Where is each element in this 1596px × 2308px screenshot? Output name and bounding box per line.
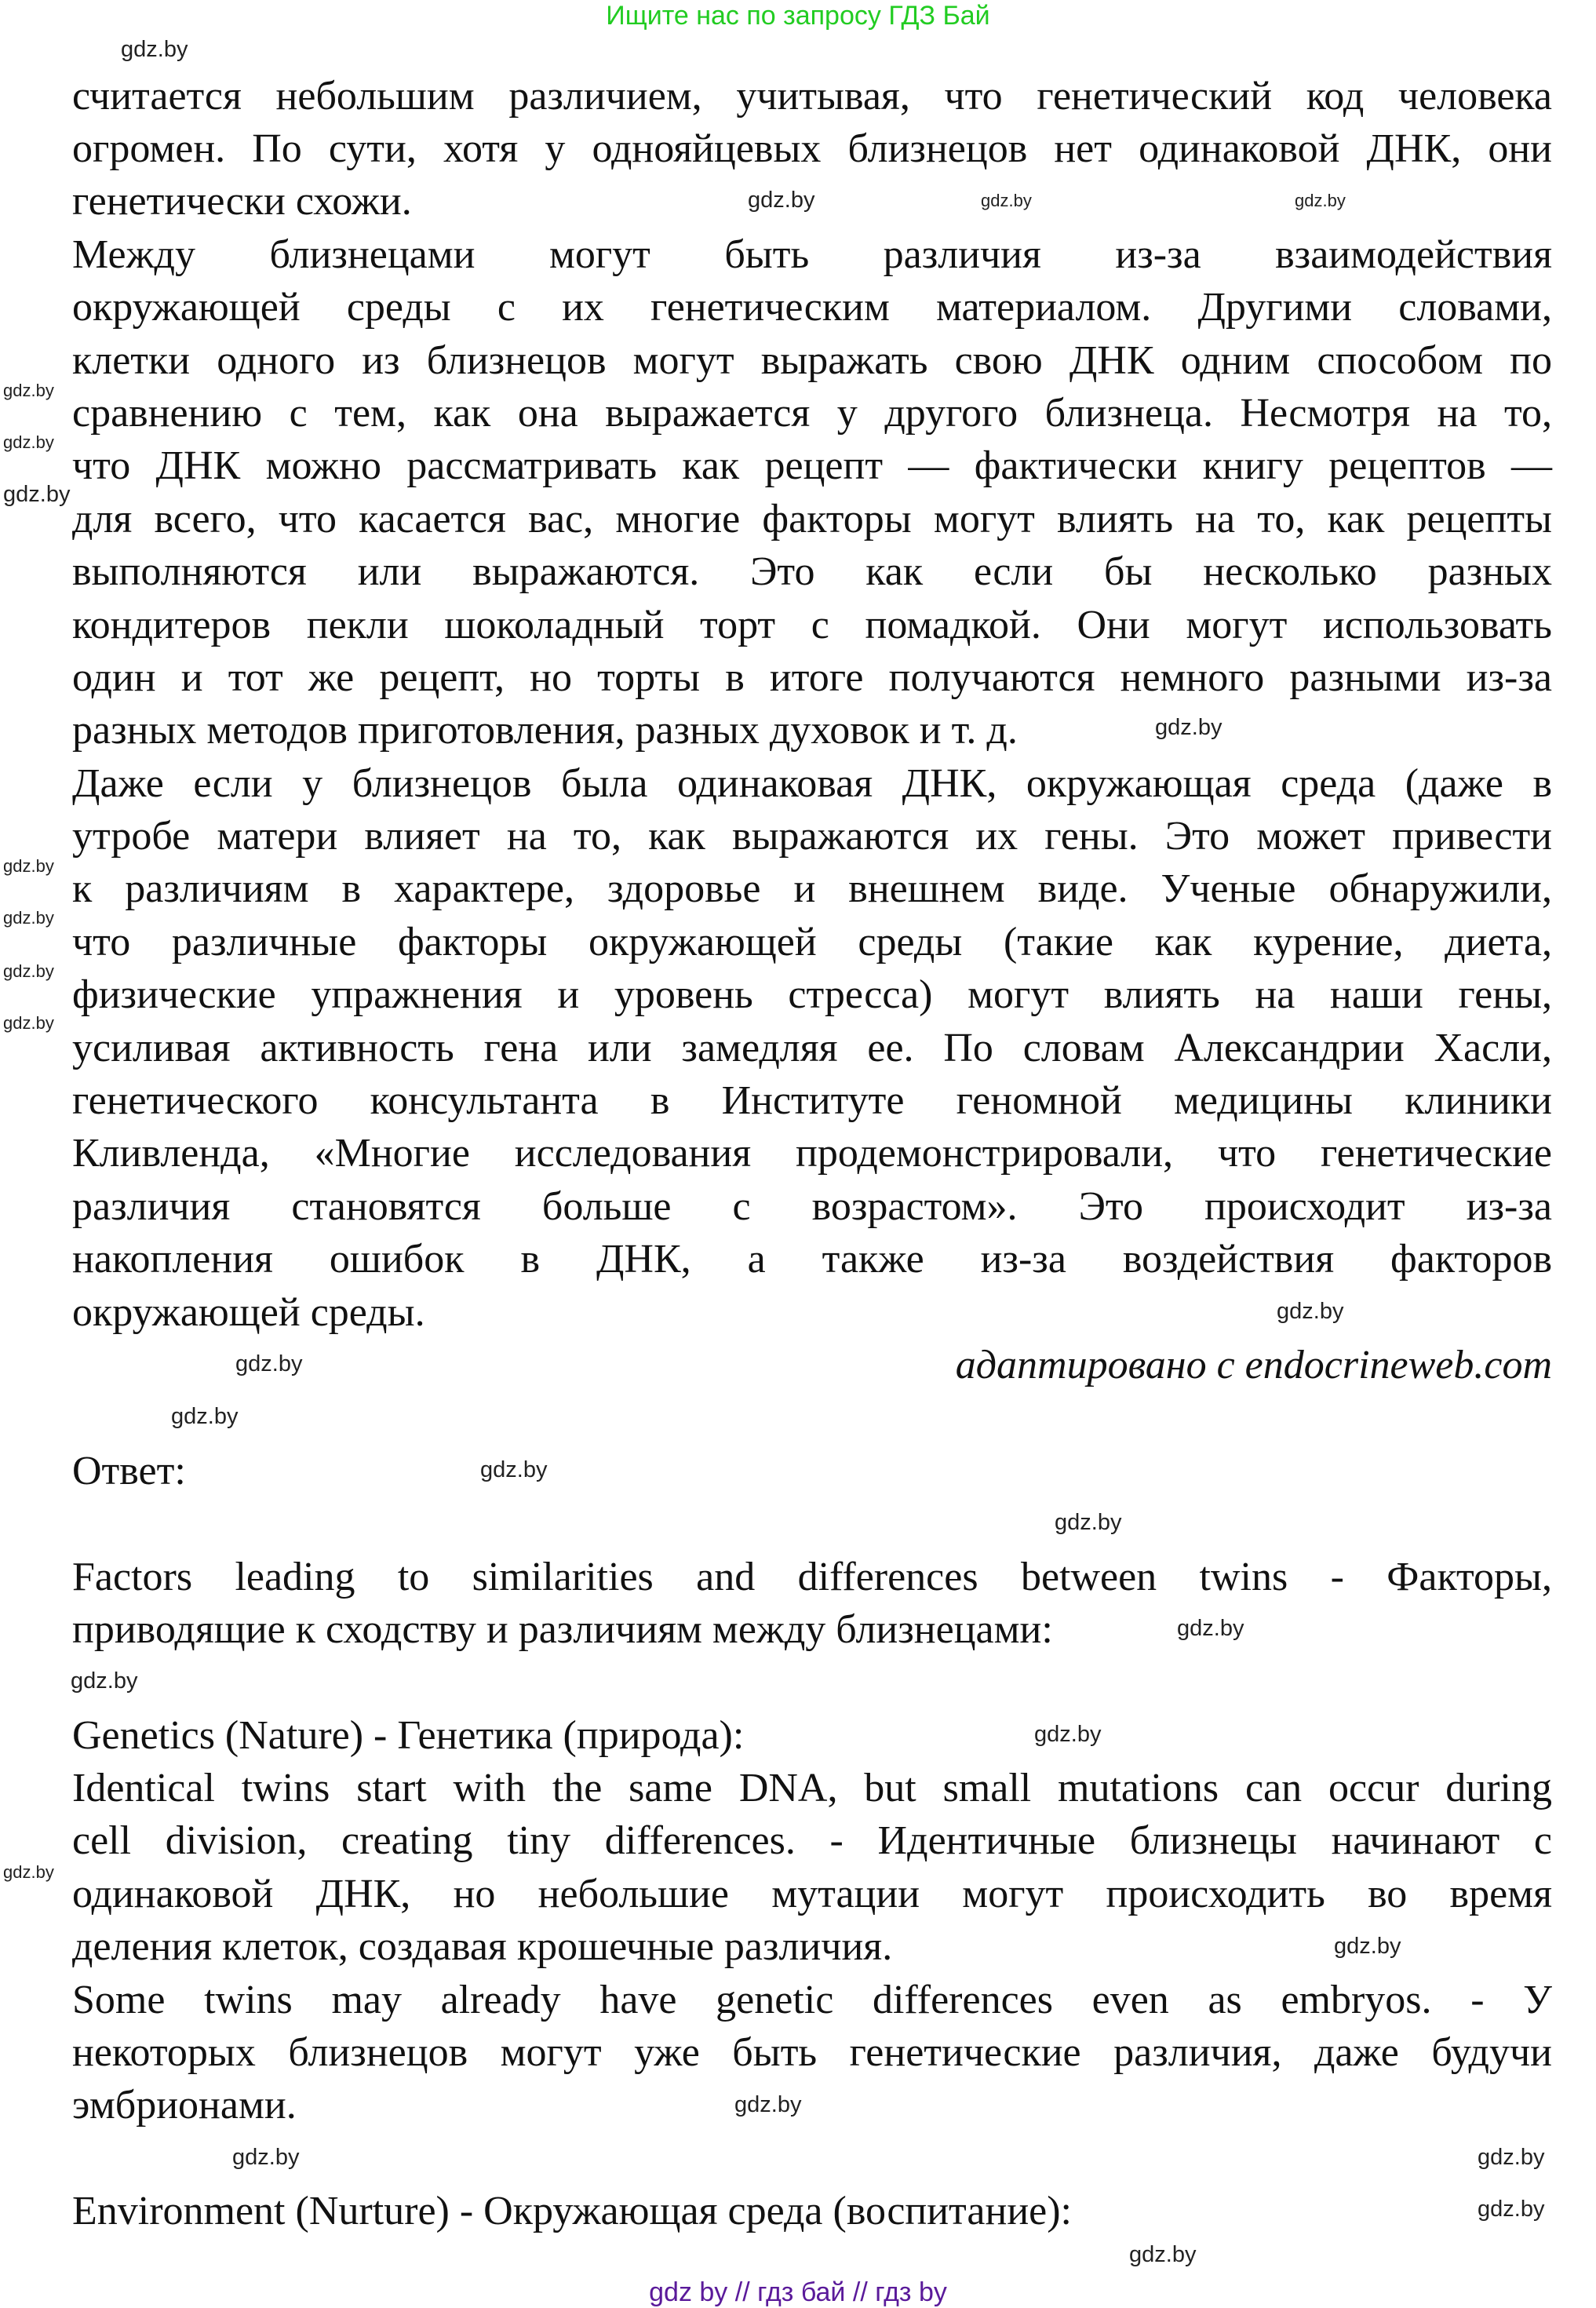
text-line: Между близнецами могут быть различия из-за взаимодействия xyxy=(72,232,1552,277)
watermark-text: gdz.by xyxy=(1334,1934,1401,1959)
document-body xyxy=(72,70,1552,2238)
watermark-text: gdz.by xyxy=(480,1457,548,1482)
text-line: Some twins may already have genetic differences even as embryos. - У xyxy=(72,1977,1552,2022)
text-line: окружающей среды. xyxy=(72,1289,425,1335)
text-line: некоторых близнецов могут уже быть генетические различия, даже будучи xyxy=(72,2030,1552,2076)
watermark-text: gdz.by xyxy=(3,1862,54,1882)
text-line: что различные факторы окружающей среды (такие как курение, диета, xyxy=(72,919,1552,964)
text-line: Даже если у близнецов была одинаковая ДНК, окружающая среда (даже в xyxy=(72,760,1552,806)
text-line: генетически схожи. xyxy=(72,179,412,224)
text-line: клетки одного из близнецов могут выражать свою ДНК одним способом по xyxy=(72,337,1552,383)
text-line: к различиям в характере, здоровье и внешнем виде. Ученые обнаружили, xyxy=(72,866,1552,912)
text-line: Ответ: xyxy=(72,1448,186,1493)
text-line: различия становятся больше с возрастом». Это происходит из-за xyxy=(72,1183,1552,1229)
watermark-text: gdz.by xyxy=(121,37,188,62)
watermark-text: gdz.by xyxy=(235,1351,303,1376)
watermark-text: gdz.by xyxy=(171,1404,239,1429)
text-line: что ДНК можно рассматривать как рецепт — фактически книгу рецептов — xyxy=(72,443,1552,489)
text-line: Factors leading to similarities and differences between twins - Факторы, xyxy=(72,1554,1552,1599)
text-line: утробе матери влияет на то, как выражаются их гены. Это может привести xyxy=(72,814,1552,859)
watermark-text: gdz.by xyxy=(1034,1722,1102,1747)
text-line: Environment (Nurture) - Окружающая среда (воспитание): xyxy=(72,2189,1072,2234)
text-line: кондитеров пекли шоколадный торт с помадкой. Они могут использовать xyxy=(72,602,1552,647)
watermark-text: gdz.by xyxy=(1129,2242,1197,2267)
watermark-text: gdz.by xyxy=(1295,191,1346,210)
watermark-text: gdz.by xyxy=(748,188,815,213)
watermark-text: gdz.by xyxy=(3,1013,54,1033)
watermark-text: gdz.by xyxy=(1478,2197,1545,2222)
watermark-text: gdz.by xyxy=(3,482,71,507)
watermark-text: gdz.by xyxy=(1155,715,1223,740)
text-line: разных методов приготовления, разных духовок и т. д. xyxy=(72,708,1018,753)
watermark-text: gdz.by xyxy=(3,432,54,452)
watermark-text: gdz.by xyxy=(1277,1299,1344,1324)
text-line: одинаковой ДНК, но небольшие мутации могут происходить во время xyxy=(72,1871,1552,1916)
text-line: генетического консультанта в Институте геномной медицины клиники xyxy=(72,1078,1552,1124)
watermark-text: gdz.by xyxy=(3,908,54,928)
text-line: Identical twins start with the same DNA, but small mutations can occur during xyxy=(72,1766,1552,1811)
text-line: накопления ошибок в ДНК, а также из-за воздействия факторов xyxy=(72,1237,1552,1282)
text-line: cell division, creating tiny differences. - Идентичные близнецы начинают с xyxy=(72,1818,1552,1864)
watermark-text: gdz.by xyxy=(3,961,54,981)
text-line: сравнению с тем, как она выражается у другого близнеца. Несмотря на то, xyxy=(72,390,1552,436)
text-line: один и тот же рецепт, но торты в итоге получаются немного разными из-за xyxy=(72,654,1552,700)
watermark-text: gdz.by xyxy=(1478,2145,1545,2170)
watermark-text: gdz.by xyxy=(232,2145,300,2170)
text-line: Кливленда, «Многие исследования продемонстрировали, что генетические xyxy=(72,1131,1552,1176)
text-line: физические упражнения и уровень стресса) могут влиять на наши гены, xyxy=(72,972,1552,1018)
text-line: для всего, что касается вас, многие факторы могут влиять на то, как рецепты xyxy=(72,496,1552,541)
watermark-text: gdz.by xyxy=(981,191,1032,210)
text-line: усиливая активность гена или замедляя ее. По словам Александрии Хасли, xyxy=(72,1025,1552,1070)
text-line: приводящие к сходству и различиям между близнецами: xyxy=(72,1606,1053,1652)
text-line: считается небольшим различием, учитывая, что генетический код человека xyxy=(72,73,1552,118)
text-line: окружающей среды с их генетическим материалом. Другими словами, xyxy=(72,285,1552,330)
source-attribution: адаптировано с endocrineweb.com xyxy=(955,1342,1552,1387)
text-line: выполняются или выражаются. Это как если бы несколько разных xyxy=(72,549,1552,595)
watermark-text: gdz.by xyxy=(734,2092,802,2117)
site-header-banner: Ищите нас по запросу ГДЗ Бай xyxy=(606,1,990,31)
watermark-text: gdz.by xyxy=(71,1668,138,1694)
text-line: деления клеток, создавая крошечные различия. xyxy=(72,1924,893,1970)
text-line: Genetics (Nature) - Генетика (природа): xyxy=(72,1712,745,1758)
watermark-text: gdz.by xyxy=(3,381,54,400)
site-footer-links[interactable]: gdz by // гдз бай // гдз by xyxy=(649,2277,947,2307)
text-line: огромен. По сути, хотя у однояйцевых близнецов нет одинаковой ДНК, они xyxy=(72,126,1552,171)
watermark-text: gdz.by xyxy=(3,856,54,876)
watermark-text: gdz.by xyxy=(1055,1510,1122,1535)
text-line: эмбрионами. xyxy=(72,2083,297,2128)
watermark-text: gdz.by xyxy=(1177,1616,1244,1641)
